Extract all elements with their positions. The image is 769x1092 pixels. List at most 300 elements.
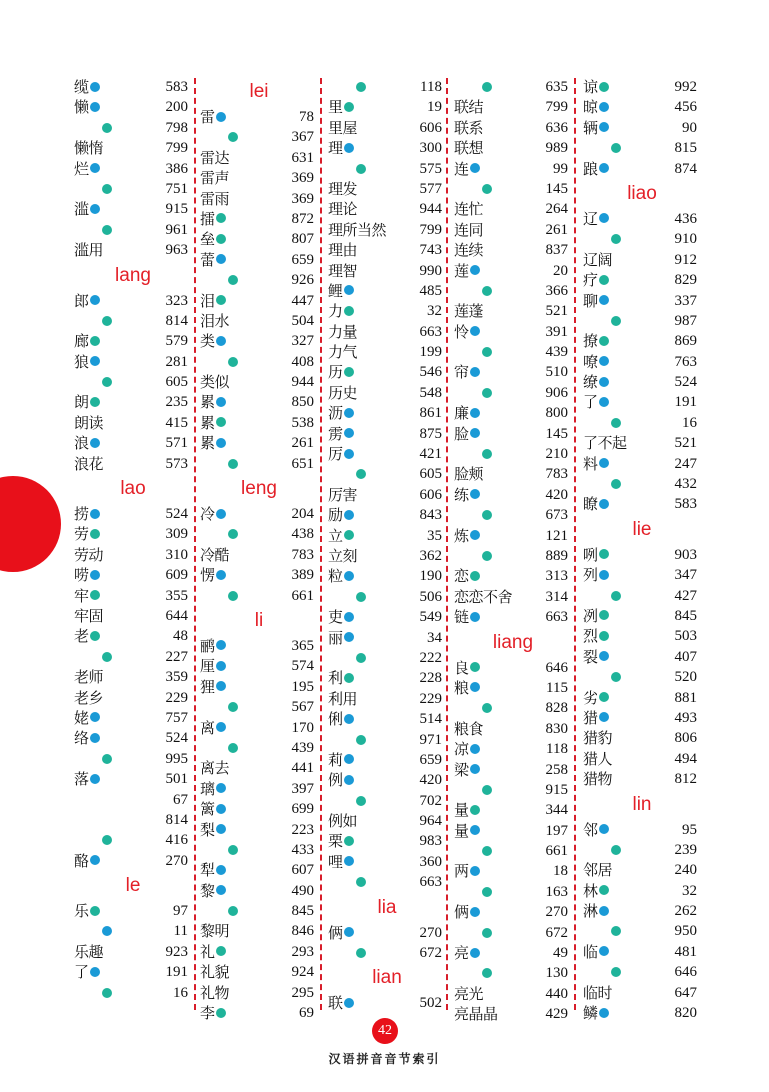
index-entry [200, 250, 318, 270]
entry-page-number: 369 [291, 190, 314, 207]
entry-word: 朗 [74, 392, 100, 412]
index-entry [200, 372, 318, 392]
entry-page-number: 521 [674, 435, 697, 452]
entry-word: 联结 [454, 98, 484, 117]
index-entry [328, 383, 446, 403]
entry-page-number: 524 [165, 506, 188, 523]
entry-page-number: 869 [674, 333, 697, 350]
entry-page-number: 663 [419, 323, 442, 340]
index-entry [74, 392, 192, 412]
entry-page-number: 32 [682, 882, 697, 899]
write-marker-icon [344, 673, 354, 683]
index-entry [328, 199, 446, 219]
entry-page-number: 204 [291, 506, 314, 523]
entry-word: 垒 [200, 229, 226, 249]
index-entry [74, 77, 192, 97]
entry-page-number: 607 [291, 862, 314, 879]
entry-page-number: 538 [291, 414, 314, 431]
read-marker-icon [599, 946, 609, 956]
index-entry [454, 526, 572, 546]
index-entry [583, 647, 701, 667]
index-entry [200, 962, 318, 982]
index-entry [454, 566, 572, 586]
index-entry [200, 758, 318, 778]
entry-word: 林 [583, 881, 609, 901]
entry-word: 联 [328, 993, 354, 1013]
index-entry [583, 311, 701, 331]
index-entry [200, 799, 318, 819]
write-marker-icon [482, 347, 492, 357]
index-entry [74, 708, 192, 728]
entry-word: 雷声 [200, 169, 230, 188]
index-entry [74, 749, 192, 769]
entry-page-number: 861 [419, 405, 442, 422]
entry-page-number: 293 [291, 943, 314, 960]
write-marker-icon [228, 906, 238, 916]
entry-word: 理论 [328, 200, 358, 219]
entry-page-number: 16 [682, 414, 697, 431]
entry-word: 咧 [583, 545, 609, 565]
entry-page-number: 661 [545, 843, 568, 860]
syllable-heading: lian [372, 967, 402, 989]
page-footer-title: 汉语拼音音节索引 [328, 1052, 441, 1066]
entry-page-number: 323 [165, 292, 188, 309]
entry-page-number: 757 [165, 709, 188, 726]
index-entry [74, 851, 192, 871]
index-entry [328, 831, 446, 851]
index-entry [454, 587, 572, 607]
index-entry [328, 546, 446, 566]
read-marker-icon [90, 102, 100, 112]
entry-word: 良 [454, 658, 480, 678]
entry-word: 落 [74, 769, 100, 789]
entry-word: 脸 [454, 424, 480, 444]
read-marker-icon [216, 438, 226, 448]
entry-page-number: 270 [165, 852, 188, 869]
index-entry [583, 565, 701, 585]
index-entry [200, 148, 318, 168]
index-entry [454, 546, 572, 566]
write-marker-icon [356, 877, 366, 887]
write-marker-icon [102, 754, 112, 764]
index-entry [200, 677, 318, 697]
entry-word: 鳞 [583, 1003, 609, 1023]
entry-page-number: 989 [545, 140, 568, 157]
write-marker-icon [102, 184, 112, 194]
entry-page-number: 524 [674, 374, 697, 391]
index-entry [583, 270, 701, 290]
index-entry [583, 769, 701, 789]
read-marker-icon [344, 632, 354, 642]
entry-word: 了 [583, 392, 609, 412]
index-entry [74, 433, 192, 453]
index-entry [328, 587, 446, 607]
entry-word: 老师 [74, 668, 104, 687]
index-entry [328, 526, 446, 546]
entry-word: 乐 [74, 901, 100, 921]
entry-word: 历史 [328, 383, 358, 402]
entry-word: 厉害 [328, 485, 358, 504]
index-entry [583, 494, 701, 514]
entry-word: 瞭 [583, 494, 609, 514]
entry-word: 梁 [454, 760, 480, 780]
read-marker-icon [90, 509, 100, 519]
index-entry [74, 97, 192, 117]
read-marker-icon [216, 722, 226, 732]
write-marker-icon [599, 885, 609, 895]
entry-page-number: 433 [291, 841, 314, 858]
entry-word: 朗读 [74, 413, 104, 432]
write-marker-icon [482, 449, 492, 459]
entry-page-number: 875 [419, 425, 442, 442]
index-entry [200, 718, 318, 738]
index-entry [200, 586, 318, 606]
write-marker-icon [344, 102, 354, 112]
column-divider [194, 78, 196, 1010]
entry-page-number: 605 [165, 374, 188, 391]
entry-word: 唠 [74, 565, 100, 585]
entry-word: 链 [454, 607, 480, 627]
index-entry [583, 392, 701, 412]
entry-page-number: 799 [165, 140, 188, 157]
entry-word: 廉 [454, 403, 480, 423]
read-marker-icon [216, 336, 226, 346]
write-marker-icon [611, 418, 621, 428]
index-entry [200, 524, 318, 544]
entry-word: 冷 [200, 504, 226, 524]
entry-word: 栗 [328, 831, 354, 851]
entry-page-number: 546 [419, 364, 442, 381]
entry-page-number: 881 [674, 689, 697, 706]
entry-word: 篱 [200, 799, 226, 819]
index-entry [328, 770, 446, 790]
index-entry [583, 942, 701, 962]
entry-page-number: 427 [674, 587, 697, 604]
index-entry [200, 1003, 318, 1023]
write-marker-icon [611, 672, 621, 682]
index-entry [328, 220, 446, 240]
read-marker-icon [599, 570, 609, 580]
index-entry [454, 607, 572, 627]
read-marker-icon [216, 885, 226, 895]
read-marker-icon [599, 377, 609, 387]
entry-page-number: 365 [291, 637, 314, 654]
entry-word: 累 [200, 413, 226, 433]
write-marker-icon [599, 336, 609, 346]
entry-word: 料 [583, 454, 609, 474]
write-marker-icon [90, 529, 100, 539]
read-marker-icon [216, 570, 226, 580]
index-entry [454, 383, 572, 403]
read-marker-icon [344, 714, 354, 724]
read-marker-icon [470, 326, 480, 336]
index-entry [200, 127, 318, 147]
entry-page-number: 926 [291, 272, 314, 289]
index-entry [328, 709, 446, 729]
index-entry [328, 261, 446, 281]
index-entry [328, 485, 446, 505]
write-marker-icon [344, 306, 354, 316]
write-marker-icon [228, 743, 238, 753]
entry-word: 缆 [74, 77, 100, 97]
syllable-heading: li [254, 609, 264, 631]
entry-page-number: 574 [291, 658, 314, 675]
entry-word: 吏 [328, 607, 354, 627]
entry-page-number: 456 [674, 99, 697, 116]
entry-page-number: 874 [674, 160, 697, 177]
syllable-heading: lao [120, 478, 146, 500]
read-marker-icon [216, 397, 226, 407]
syllable-heading: lei [249, 81, 269, 102]
read-marker-icon [90, 712, 100, 722]
read-marker-icon [216, 824, 226, 834]
entry-page-number: 583 [674, 496, 697, 513]
entry-page-number: 69 [299, 1005, 314, 1022]
index-entry [74, 606, 192, 626]
read-marker-icon [344, 510, 354, 520]
index-entry [583, 881, 701, 901]
entry-word: 璃 [200, 779, 226, 799]
entry-word: 烂 [74, 159, 100, 179]
entry-page-number: 659 [291, 251, 314, 268]
index-entry [74, 921, 192, 941]
write-marker-icon [611, 143, 621, 153]
index-column-1 [74, 77, 192, 1003]
index-entry [454, 505, 572, 525]
index-entry [74, 159, 192, 179]
entry-page-number: 190 [419, 568, 442, 585]
write-marker-icon [356, 948, 366, 958]
index-entry [328, 444, 446, 464]
read-marker-icon [470, 367, 480, 377]
entry-page-number: 815 [674, 140, 697, 157]
write-marker-icon [216, 213, 226, 223]
entry-page-number: 16 [173, 984, 188, 1001]
entry-word: 类 [200, 331, 226, 351]
read-marker-icon [344, 754, 354, 764]
entry-page-number: 915 [545, 781, 568, 798]
entry-page-number: 485 [419, 282, 442, 299]
entry-page-number: 223 [291, 821, 314, 838]
index-entry [74, 626, 192, 646]
write-marker-icon [482, 82, 492, 92]
entry-word: 鲤 [328, 281, 354, 301]
entry-page-number: 783 [545, 466, 568, 483]
index-entry [454, 403, 572, 423]
entry-page-number: 571 [165, 435, 188, 452]
entry-word: 力气 [328, 343, 358, 362]
entry-word: 嘹 [583, 352, 609, 372]
entry-page-number: 912 [674, 251, 697, 268]
entry-word: 泪 [200, 291, 226, 311]
index-entry [200, 565, 318, 585]
index-entry [200, 545, 318, 565]
entry-page-number: 264 [545, 201, 568, 218]
index-entry [328, 993, 446, 1013]
read-marker-icon [344, 408, 354, 418]
entry-word: 猎人 [583, 749, 613, 768]
index-entry [74, 291, 192, 311]
write-marker-icon [102, 316, 112, 326]
index-entry [74, 962, 192, 982]
syllable-heading: lia [377, 896, 397, 918]
index-entry [454, 281, 572, 301]
index-entry [328, 118, 446, 138]
entry-page-number: 906 [545, 384, 568, 401]
entry-word: 立 [328, 526, 354, 546]
entry-word: 恋恋不舍 [454, 587, 513, 606]
entry-word: 黎明 [200, 922, 230, 941]
read-marker-icon [90, 204, 100, 214]
index-entry [583, 820, 701, 840]
entry-page-number: 228 [419, 670, 442, 687]
index-entry [583, 291, 701, 311]
entry-word: 滥 [74, 199, 100, 219]
index-entry [200, 942, 318, 962]
entry-word: 郎 [74, 291, 100, 311]
index-entry [74, 983, 192, 1003]
index-entry [328, 648, 446, 668]
entry-page-number: 367 [291, 129, 314, 146]
entry-page-number: 964 [419, 813, 442, 830]
entry-page-number: 520 [674, 669, 697, 686]
write-marker-icon [228, 459, 238, 469]
index-entry [328, 791, 446, 811]
index-entry [200, 209, 318, 229]
column-divider [320, 78, 322, 1010]
entry-page-number: 121 [545, 527, 568, 544]
column-divider [574, 78, 576, 1010]
index-entry [454, 841, 572, 861]
index-entry [583, 413, 701, 433]
index-entry [583, 840, 701, 860]
entry-page-number: 647 [674, 984, 697, 1001]
entry-page-number: 48 [173, 628, 188, 645]
entry-word: 粒 [328, 566, 354, 586]
read-marker-icon [216, 804, 226, 814]
entry-word: 雷达 [200, 148, 230, 167]
index-entry [583, 474, 701, 494]
write-marker-icon [216, 946, 226, 956]
entry-page-number: 845 [291, 903, 314, 920]
index-entry [454, 362, 572, 382]
entry-word: 励 [328, 505, 354, 525]
index-entry [74, 331, 192, 351]
index-entry [454, 902, 572, 922]
entry-page-number: 631 [291, 149, 314, 166]
entry-word: 莲蓬 [454, 302, 484, 321]
entry-word: 猎豹 [583, 729, 613, 748]
entry-page-number: 605 [419, 466, 442, 483]
write-marker-icon [90, 906, 100, 916]
index-entry [200, 454, 318, 474]
entry-word: 鹂 [200, 636, 226, 656]
entry-page-number: 661 [291, 587, 314, 604]
entry-page-number: 800 [545, 405, 568, 422]
entry-word: 两 [454, 861, 480, 881]
index-entry [200, 697, 318, 717]
entry-word: 酪 [74, 851, 100, 871]
entry-word: 懒 [74, 97, 100, 117]
write-marker-icon [356, 735, 366, 745]
entry-word: 泪水 [200, 311, 230, 330]
entry-page-number: 197 [545, 822, 568, 839]
index-entry [454, 1004, 572, 1024]
index-entry [74, 504, 192, 524]
entry-page-number: 504 [291, 312, 314, 329]
index-entry [328, 464, 446, 484]
index-entry [454, 464, 572, 484]
index-entry [74, 790, 192, 810]
entry-page-number: 239 [674, 841, 697, 858]
write-marker-icon [102, 835, 112, 845]
index-entry [454, 739, 572, 759]
entry-word: 络 [74, 728, 100, 748]
entry-page-number: 575 [419, 160, 442, 177]
index-entry [74, 769, 192, 789]
entry-page-number: 78 [299, 109, 314, 125]
index-entry [583, 209, 701, 229]
entry-word: 猎物 [583, 770, 613, 789]
entry-page-number: 812 [674, 771, 697, 788]
read-marker-icon [216, 640, 226, 650]
syllable-heading: le [125, 875, 141, 897]
entry-page-number: 420 [419, 772, 442, 789]
write-marker-icon [482, 785, 492, 795]
index-entry [454, 159, 572, 179]
entry-page-number: 635 [545, 79, 568, 95]
entry-page-number: 222 [419, 649, 442, 666]
entry-page-number: 97 [173, 903, 188, 920]
entry-word: 捞 [74, 504, 100, 524]
index-entry [200, 820, 318, 840]
entry-page-number: 923 [165, 943, 188, 960]
read-marker-icon [344, 927, 354, 937]
entry-word: 莲 [454, 261, 480, 281]
index-entry [74, 118, 192, 138]
entry-page-number: 579 [165, 333, 188, 350]
write-marker-icon [228, 132, 238, 142]
entry-word: 理智 [328, 261, 358, 280]
entry-page-number: 606 [419, 486, 442, 503]
entry-word: 厉 [328, 444, 354, 464]
entry-page-number: 240 [674, 862, 697, 879]
index-entry [328, 97, 446, 117]
entry-word: 犁 [200, 860, 226, 880]
write-marker-icon [482, 968, 492, 978]
entry-word: 浪 [74, 433, 100, 453]
entry-page-number: 514 [419, 711, 442, 728]
entry-page-number: 270 [545, 904, 568, 921]
entry-word: 帘 [454, 362, 480, 382]
write-marker-icon [482, 887, 492, 897]
entry-page-number: 389 [291, 567, 314, 584]
entry-word: 利用 [328, 689, 358, 708]
index-entry [454, 658, 572, 678]
index-entry [200, 291, 318, 311]
index-entry [328, 730, 446, 750]
index-entry [583, 454, 701, 474]
entry-page-number: 227 [165, 648, 188, 665]
read-marker-icon [344, 571, 354, 581]
index-entry [328, 811, 446, 831]
write-marker-icon [599, 631, 609, 641]
index-entry [74, 810, 192, 830]
read-marker-icon [599, 397, 609, 407]
read-marker-icon [470, 612, 480, 622]
read-marker-icon [470, 265, 480, 275]
index-entry [454, 678, 572, 698]
